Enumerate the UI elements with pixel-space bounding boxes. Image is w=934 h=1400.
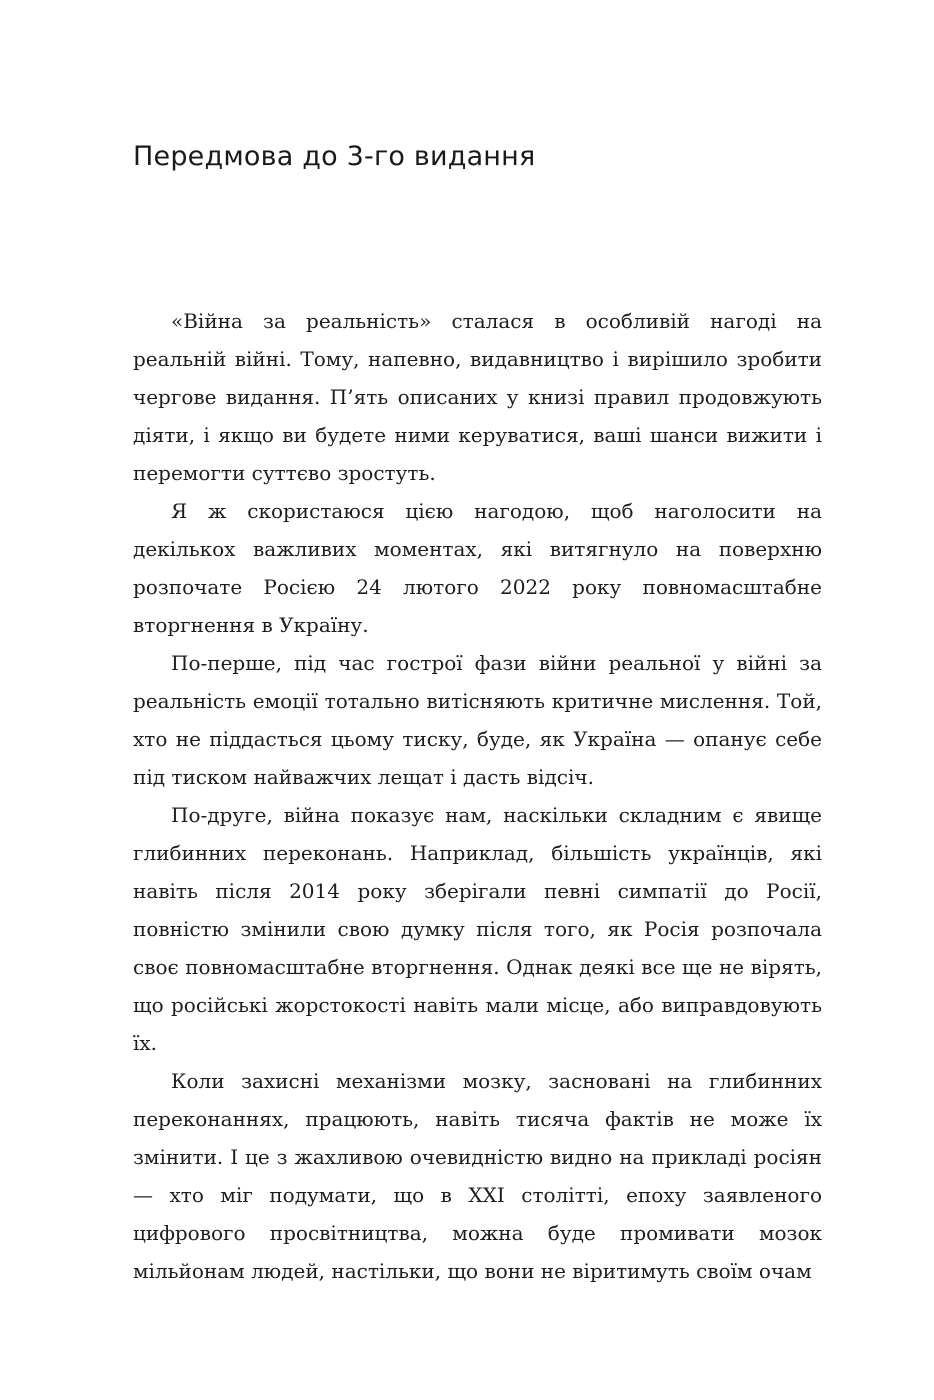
paragraph-5: Коли захисні механізми мозку, засновані на глибинних переконаннях, працюють, навіть тисяча фактів не може їх змінити. І це з жахливою очевидністю видно на прикладі росіян — хто міг подумати, що в XXI столітті, епоху заявленого цифрового просвітництва, можна буде промивати мозок мільйонам людей, настільки, що вони не віритимуть своїм очам — [133, 1069, 822, 1283]
page-title: Передмова до 3-го видання — [133, 141, 536, 172]
paragraph-4: По-друге, війна показує нам, наскільки складним є явище глибинних переконань. Наприклад, більшість українців, які навіть після 2014 року зберігали певні симпатії до Росії, повністю змінили свою думку після того, як Росія розпочала своє повномасштабне вторгнення. Однак деякі все ще не вірять, що російські жорстокості навіть мали місце, або виправдовують їх. — [133, 803, 822, 1055]
paragraph-3: По-перше, під час гострої фази війни реальної у війні за реальність емоції тотально витісняють критичне мислення. Той, хто не піддасться цьому тиску, буде, як Україна — опанує себе під тиском найважчих лещат і дасть відсіч. — [133, 651, 822, 789]
paragraph-1: «Війна за реальність» сталася в особливій нагоді на реальній війні. Тому, напевно, видавництво і вирішило зробити чергове видання. П’ять описаних у книзі правил продовжують діяти, і якщо ви будете ними керуватися, ваші шанси вижити і перемогти суттєво зростуть. — [133, 309, 822, 485]
body-text — [133, 302, 822, 1290]
paragraph-2: Я ж скористаюся цією нагодою, щоб наголосити на декількох важливих моментах, які витягнуло на поверхню розпочате Росією 24 лютого 2022 року повномасштабне вторгнення в Україну. — [133, 499, 822, 637]
